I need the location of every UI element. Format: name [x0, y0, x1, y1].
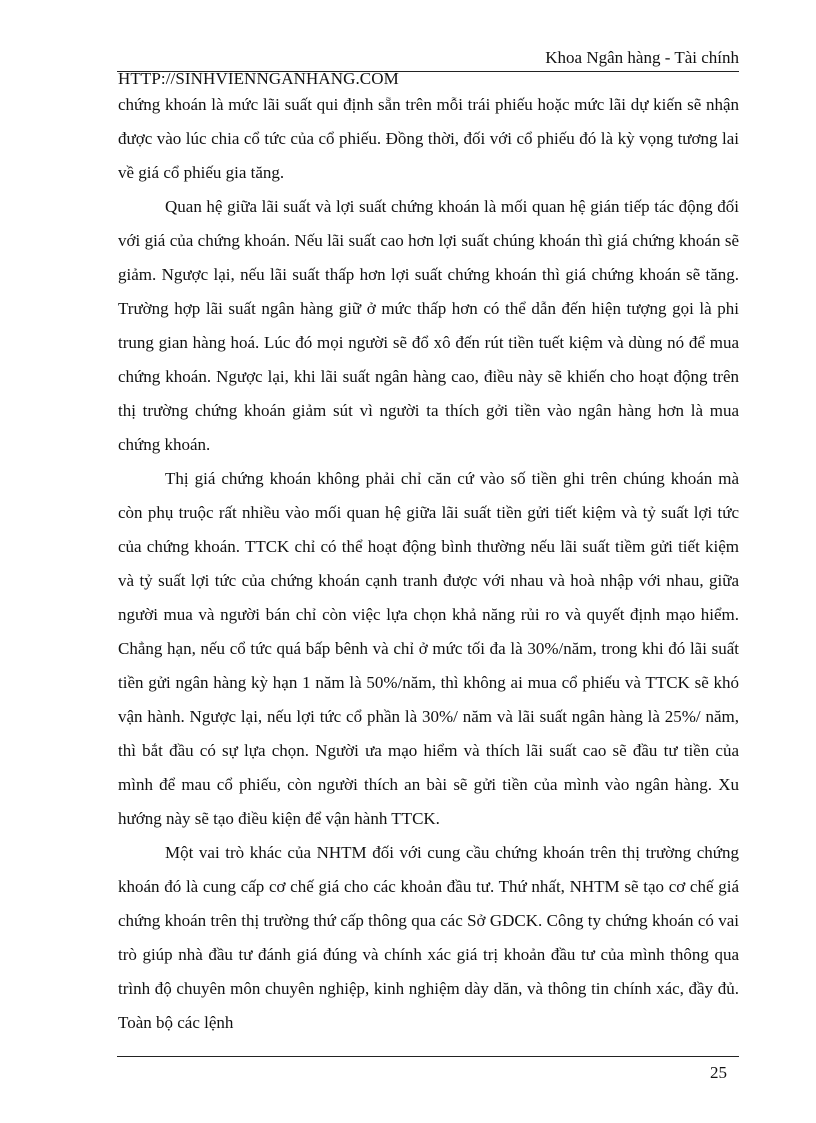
paragraph: Quan hệ giữa lãi suất và lợi suất chứng khoán là mối quan hệ gián tiếp tác động đối với giá của chứng khoán. Nếu lãi suất cao hơn lợi suất chúng khoán thì giá chứng khoán sẽ giảm. Ngược lại, nếu lãi suất thấp hơn lợi suất chứng khoán thì giá chứng khoán sẽ tăng. Trường hợp lãi suất ngân hàng giữ ở mức thấp hơn có thể dẫn đến hiện tượng gọi là phi trung gian hàng hoá. Lúc đó mọi người sẽ đổ xô đến rút tiền tuết kiệm và dùng nó để mua chứng khoán. Ngược lại, khi lãi suất ngân hàng cao, điều này sẽ khiến cho hoạt động trên thị trường chứng khoán giảm sút vì người ta thích gởi tiền vào ngân hàng hơn là mua chứng khoán. [118, 197, 739, 454]
header-department: Khoa Ngân hàng - Tài chính [545, 48, 739, 67]
website-watermark: HTTP://SINHVIENNGANHANG.COM [118, 69, 399, 88]
page-number: 25 [710, 1063, 727, 1082]
paragraph: Thị giá chứng khoán không phải chỉ căn cứ vào số tiền ghi trên chúng khoán mà còn phụ truộc rất nhiều vào mối quan hệ giữa lãi suất tiền gửi tiết kiệm và tỷ suất lợi tức của chứng khoán. TTCK chỉ có thể hoạt động bình thường nếu lãi suất tiềm gửi tiết kiệm và tỷ suất lợi tức của chứng khoán cạnh tranh được với nhau và hoà nhập với nhau, giữa người mua và người bán chỉ còn việc lựa chọn khả năng rủi ro và quyết định mạo hiểm. Chẳng hạn, nếu cổ tức quá bấp bênh và chỉ ở mức tối đa là 30%/năm, trong khi đó lãi suất tiền gửi ngân hàng kỳ hạn 1 năm là 50%/năm, thì không ai mua cổ phiếu và TTCK sẽ khó vận hành. Ngược lại, nếu lợi tức cổ phần là 30%/ năm và lãi suất ngân hàng là 25%/ năm, thì bắt đầu có sự lựa chọn. Người ưa mạo hiểm và thích lãi suất cao sẽ đầu tư tiền của mình để mau cổ phiếu, còn người thích an bài sẽ gửi tiền của mình vào ngân hàng. Xu hướng này sẽ tạo điều kiện để vận hành TTCK. [118, 469, 739, 828]
paragraph-continuation: chứng khoán là mức lãi suất qui định sẵn trên mỗi trái phiếu hoặc mức lãi dự kiến sẽ nhận được vào lúc chia cổ tức của cổ phiếu. Đồng thời, đối với cổ phiếu đó là kỳ vọng tương lai về giá cổ phiếu gia tăng. [118, 95, 739, 182]
document-body [118, 88, 739, 1040]
paragraph: Một vai trò khác của NHTM đối với cung cầu chứng khoán trên thị trường chứng khoán đó là cung cấp cơ chế giá cho các khoản đầu tư. Thứ nhất, NHTM sẽ tạo cơ chế giá chứng khoán trên thị trường thứ cấp thông qua các Sở GDCK. Công ty chứng khoán có vai trò giúp nhà đầu tư đánh giá đúng và chính xác giá trị khoản đầu tư của mình thông qua trình độ chuyên môn chuyên nghiệp, kinh nghiệm dày dăn, và thông tin chính xác, đầy đủ. Toàn bộ các lệnh [118, 843, 739, 1032]
footer-divider [117, 1056, 739, 1057]
